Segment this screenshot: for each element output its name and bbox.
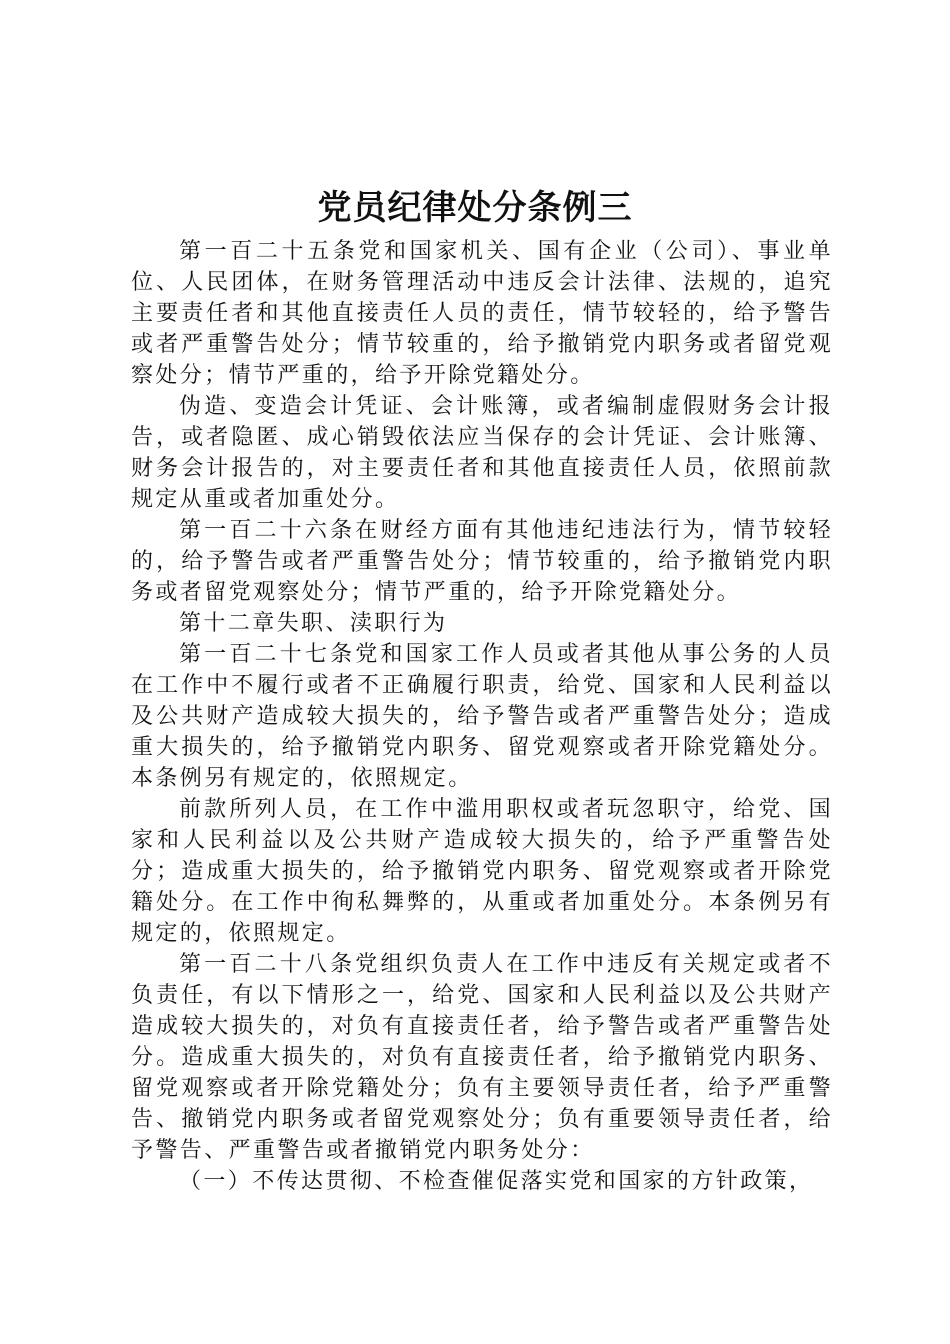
paragraph-article-127-clause-2: 前款所列人员，在工作中滥用职权或者玩忽职守，给党、国家和人民利益以及公共财产造成较大损失的，给予严重警告处分；造成重大损失的，给予撤销党内职务、留党观察或者开除党籍处分。在工作中徇私舞弊的，从重或者加重处分。本条例另有规定的，依照规定。	[131, 797, 833, 946]
document-body	[131, 236, 833, 1197]
paragraph-article-125-clause-2: 伪造、变造会计凭证、会计账簿，或者编制虚假财务会计报告，或者隐匿、成心销毁依法应当保存的会计凭证、会计账簿、财务会计报告的，对主要责任者和其他直接责任人员，依照前款规定从重或者加重处分。	[131, 394, 833, 512]
chapter-heading: 第十二章失职、渎职行为	[179, 611, 448, 636]
document-title: 党员纪律处分条例三	[317, 188, 633, 228]
paragraph-article-128: 第一百二十八条党组织负责人在工作中违反有关规定或者不负责任，有以下情形之一，给党、国家和人民利益以及公共财产造成较大损失的，对负有直接责任者，给予警告或者严重警告处分。造成重大损失的，对负有直接责任者，给予撤销党内职务、留党观察或者开除党籍处分；负有主要领导责任者，给予严重警告、撤销党内职务或者留党观察处分；负有重要领导责任者，给予警告、严重警告或者撤销党内职务处分：	[131, 952, 833, 1163]
paragraph-article-125: 第一百二十五条党和国家机关、国有企业（公司）、事业单位、人民团体，在财务管理活动中违反会计法律、法规的，追究主要责任者和其他直接责任人员的责任，情节较轻的，给予警告或者严重警告处分；情节较重的，给予撤销党内职务或者留党观察处分；情节严重的，给予开除党籍处分。	[131, 239, 833, 388]
paragraph-article-127: 第一百二十七条党和国家工作人员或者其他从事公务的人员在工作中不履行或者不正确履行职责，给党、国家和人民利益以及公共财产造成较大损失的，给予警告或者严重警告处分；造成重大损失的，给予撤销党内职务、留党观察或者开除党籍处分。本条例另有规定的，依照规定。	[131, 642, 833, 791]
paragraph-list-item-1: （一）不传达贯彻、不检查催促落实党和国家的方针政策，	[179, 1169, 814, 1194]
paragraph-article-126: 第一百二十六条在财经方面有其他违纪违法行为，情节较轻的，给予警告或者严重警告处分；情节较重的，给予撤销党内职务或者留党观察处分；情节严重的，给予开除党籍处分。	[131, 518, 833, 605]
